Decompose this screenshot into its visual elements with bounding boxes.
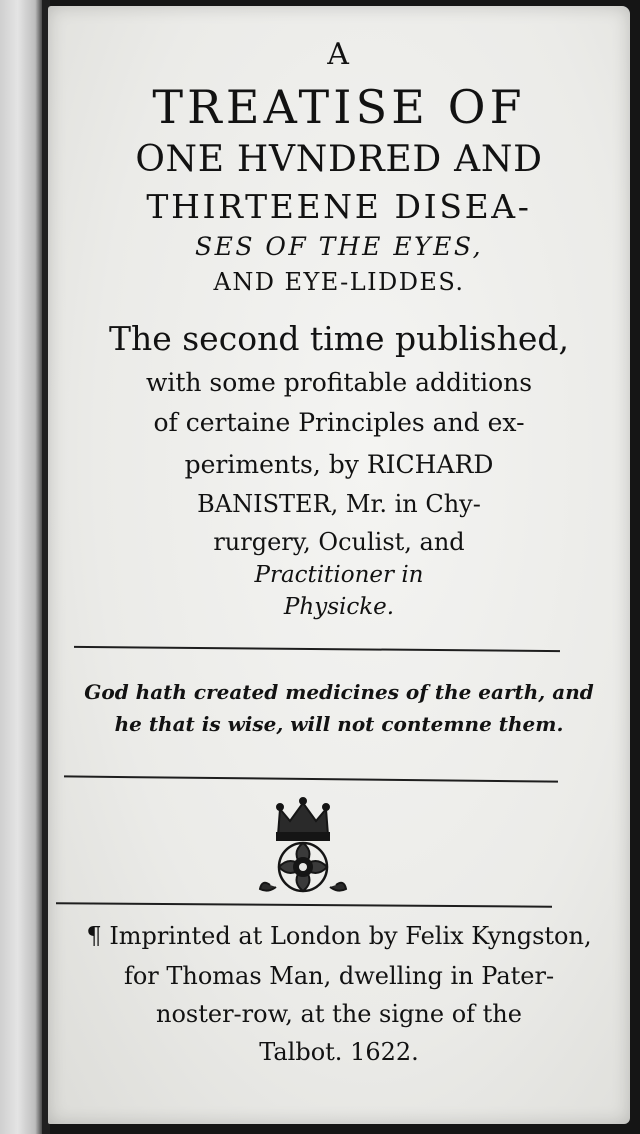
imprint-line-3: noster-row, at the signe of the [156, 1000, 522, 1028]
imprint-line-2: for Thomas Man, dwelling in Pater- [123, 962, 555, 990]
crowned-tudor-rose-icon [258, 795, 348, 899]
title-line-one-hundred: ONE HVNDRED AND [135, 139, 543, 180]
subtitle-additions: with some profitable additions [145, 368, 533, 397]
title-line-diseases: SES OF THE EYES, [194, 232, 484, 261]
title-line-eye-liddes: AND EYE-LIDDES. [213, 268, 465, 296]
imprint-line-4: Talbot. 1622. [259, 1038, 419, 1066]
title-line-thirteene: THIRTEENE DISEA- [146, 187, 532, 226]
epigraph-line-1: God hath created medicines of the earth, and [84, 680, 594, 704]
subtitle-practitioner: Practitioner in [254, 562, 424, 588]
subtitle-physicke: Physicke. [283, 594, 395, 620]
epigraph-line-2: he that is wise, will not contemne them. [114, 712, 564, 736]
previous-leaf-edge [0, 0, 44, 1134]
subtitle-principles: of certaine Principles and ex- [153, 408, 525, 437]
subtitle-banister: BANISTER, Mr. in Chy- [197, 490, 481, 518]
subtitle-oculist: rurgery, Oculist, and [213, 528, 465, 556]
title-article: A [327, 37, 351, 72]
subtitle-second-time: The second time published, [108, 319, 570, 358]
subtitle-author: periments, by RICHARD [184, 450, 494, 479]
imprint-line-1: ¶ Imprinted at London by Felix Kyngston, [86, 922, 592, 950]
title-treatise: TREATISE OF [152, 80, 526, 134]
